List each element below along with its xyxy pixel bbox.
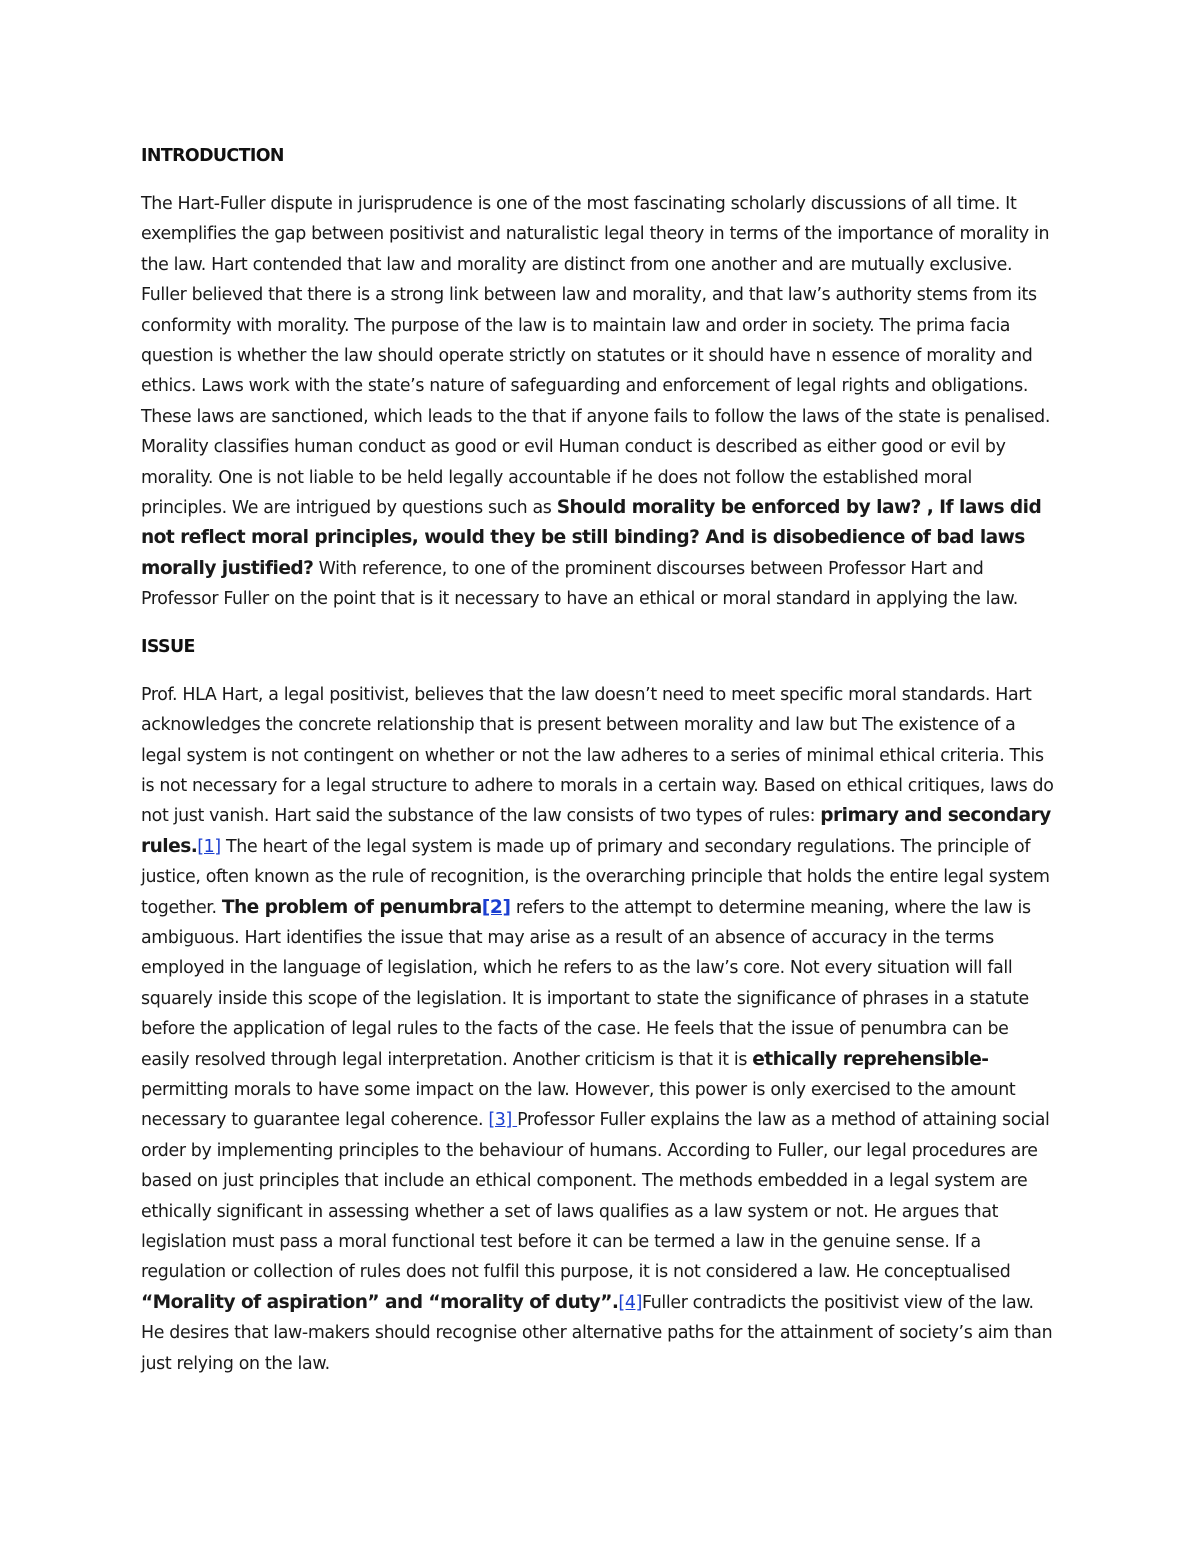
footnote-link-2[interactable]: [2]: [481, 896, 511, 918]
issue-bold-primary-secondary: primary and secondary rules.: [141, 805, 1051, 857]
section-spacer: [141, 615, 1059, 632]
issue-text-5: Professor Fuller explains the law as a method of attaining social order by implementing principles to the behaviour of humans. According to Fuller, our legal procedures are based on just principles that include an ethical component. The methods embedded in a legal system are ethically significant in assessing whether a set of laws qualifies as a law system or not. He argues that legislation must pass a moral functional test before it can be termed a law in the genuine sense. If a regulation or collection of rules does not fulfil this purpose, it is not considered a law. He conceptualised: [141, 1110, 1050, 1283]
heading-introduction: INTRODUCTION: [141, 146, 284, 166]
paragraph-introduction: [141, 189, 1059, 615]
intro-text-2: With reference, to one of the prominent discourses between Professor Hart and Professor Fuller on the point that is it necessary to have an ethical or moral standard in applying the law.: [141, 558, 1018, 610]
issue-text-2: The heart of the legal system is made up of primary and secondary regulations. The principle of justice, often known as the rule of recognition, is the overarching principle that holds the entire legal system together.: [141, 836, 1050, 918]
issue-bold-morality-types: “Morality of aspiration” and “morality of duty”.: [141, 1291, 619, 1313]
issue-text-3: refers to the attempt to determine meaning, where the law is ambiguous. Hart identifies the issue that may arise as a result of an absence of accuracy in the terms employed in the language of legislation, which he refers to as the law’s core. Not every situation will fall squarely inside this scope of the legislation. It is important to state the significance of phrases in a statute before the application of legal rules to the facts of the case. He feels that the issue of penumbra can be easily resolved through legal interpretation. Another criticism is that it is: [141, 897, 1031, 1070]
issue-text-1: Prof. HLA Hart, a legal positivist, believes that the law doesn’t need to meet specific moral standards. Hart acknowledges the concrete relationship that is present between morality and law but The existence of a legal system is not contingent on whether or not the law adheres to a series of minimal ethical criteria. This is not necessary for a legal structure to adhere to morals in a certain way. Based on ethical critiques, laws do not just vanish. Hart said the substance of the law consists of two types of rules:: [141, 684, 1054, 827]
intro-bold-questions: Should morality be enforced by law? , If laws did not reflect moral principles, would they be still binding? And is disobedience of bad laws morally justified?: [141, 497, 1042, 579]
issue-bold-reprehensible: ethically reprehensible-: [752, 1048, 989, 1070]
paragraph-issue: [141, 680, 1059, 1379]
heading-issue: ISSUE: [141, 636, 195, 657]
intro-text-1: The Hart-Fuller dispute in jurisprudence is one of the most fascinating scholarly discussions of all time. It exemplifies the gap between positivist and naturalistic legal theory in terms of the importance of morality in the law. Hart contended that law and morality are distinct from one another and are mutually exclusive. Fuller believed that there is a strong link between law and morality, and that law’s authority stems from its conformity with morality. The purpose of the law is to maintain law and order in society. The prima facia question is whether the law should operate strictly on statutes or it should have n essence of morality and ethics. Laws work with the state’s nature of safeguarding and enforcement of legal rights and obligations. These laws are sanctioned, which leads to the that if anyone fails to follow the laws of the state is penalised. Morality classifies human conduct as good or evil Human conduct is described as either good or evil by morality. One is not liable to be held legally accountable if he does not follow the established moral principles. We are intrigued by questions such as: [141, 194, 1051, 519]
document-content: [141, 141, 1059, 1379]
footnote-link-4[interactable]: [4]: [618, 1292, 643, 1313]
footnote-link-1[interactable]: [1]: [197, 836, 221, 857]
footnote-link-3[interactable]: [3]: [488, 1110, 518, 1131]
issue-text-4: permitting morals to have some impact on the law. However, this power is only exercised to the amount necessary to guarantee legal coherence.: [141, 1079, 1016, 1131]
issue-bold-penumbra: The problem of penumbra: [221, 896, 482, 918]
issue-text-6: Fuller contradicts the positivist view of the law. He desires that law-makers should recognise other alternative paths for the attainment of society’s aim than just relying on the law.: [141, 1292, 1053, 1374]
